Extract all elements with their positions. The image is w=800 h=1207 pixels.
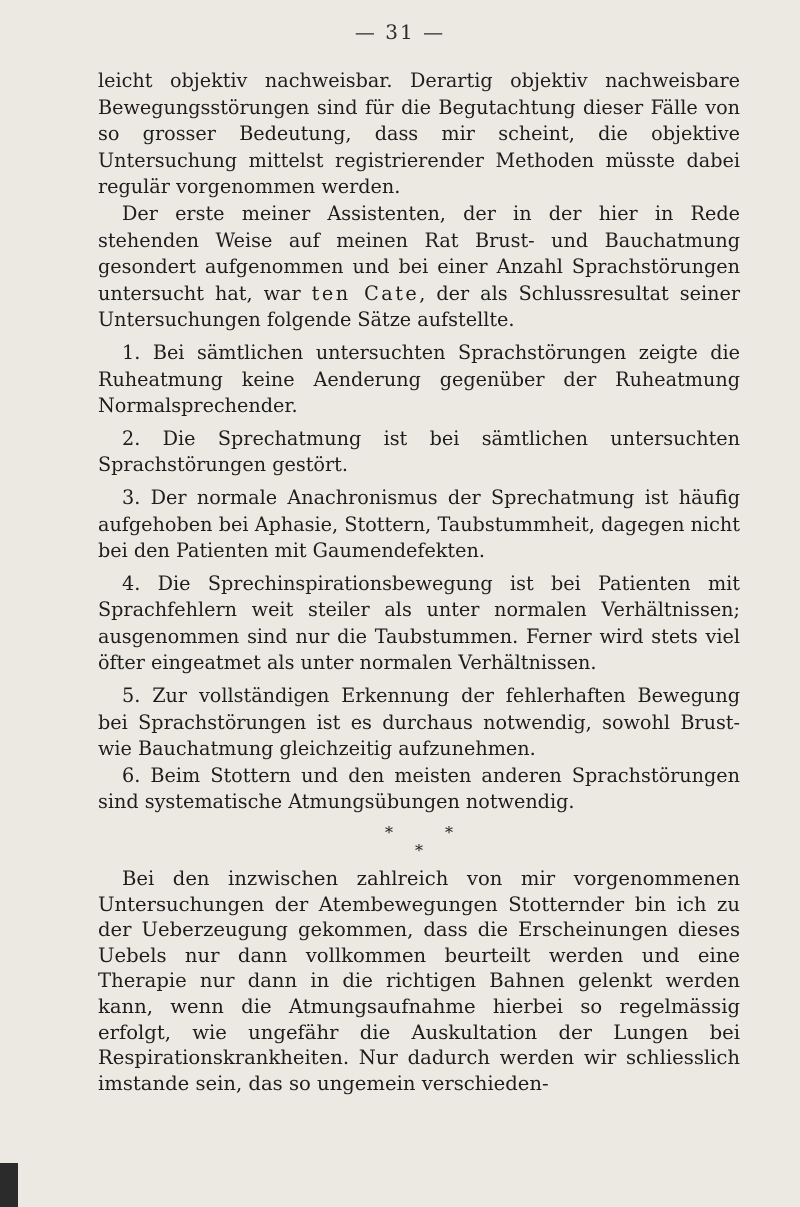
separator-star: * xyxy=(445,823,453,843)
thesis-item: 1. Bei sämtlichen untersuchten Sprachstörungen zeigte die Ruheatmung keine Aenderung gegenüber der Ruheatmung Normalsprechender. xyxy=(98,340,740,418)
page-number: — 31 — xyxy=(354,20,446,44)
paragraph-assistant-tail: , der als Schlussresultat seiner Untersuchungen folgende Sätze aufstellte. xyxy=(98,281,740,332)
thesis-item: 4. Die Sprechinspirationsbewegung ist bei Patienten mit Sprachfehlern weit steiler als unter normalen Verhältnissen; ausgenommen sind nur die Taubstummen. Ferner wird stets viel öfter eingeatmet als unter normalen Verhältnissen. xyxy=(98,571,740,675)
separator-star: * xyxy=(415,841,423,861)
section-separator xyxy=(98,824,740,860)
paragraph-closing: Bei den inzwischen zahlreich von mir vorgenommenen Untersuchungen der Atembewegungen Stotternder bin ich zu der Ueberzeugung gekommen, dass die Erscheinungen dieses Uebels nur dann vollkommen beurteilt werden und eine Therapie nur dann in die richtigen Bahnen gelenkt werden kann, wenn die Atmungsaufnahme hierbei so regelmässig erfolgt, wie ungefähr die Auskultation der Lungen bei Respirationskrankheiten. Nur dadurch werden wir schliesslich imstande sein, das so ungemein verschieden- xyxy=(98,867,740,1095)
paragraph-intro: leicht objektiv nachweisbar. Derartig objektiv nachweisbare Bewegungsstörungen sind für die Begutachtung dieser Fälle von so grosser Bedeutung, dass mir scheint, die objektive Untersuchung mittelst registrierender Methoden müsste dabei regulär vorgenommen werden. xyxy=(98,69,740,199)
paragraph-assistant xyxy=(98,201,740,334)
thesis-item: 5. Zur vollständigen Erkennung der fehlerhaften Bewegung bei Sprachstörungen ist es durchaus notwendig, sowohl Brust- wie Bauchatmung gleichzeitig aufzunehmen. xyxy=(98,684,740,761)
separator-star: * xyxy=(385,823,393,843)
body-text xyxy=(98,68,740,1096)
thesis-item: 2. Die Sprechatmung ist bei sämtlichen untersuchten Sprachstörungen gestört. xyxy=(98,426,740,477)
thesis-item: 6. Beim Stottern und den meisten anderen Sprachstörungen sind systematische Atmungsübungen notwendig. xyxy=(98,763,740,814)
page-edge-shadow xyxy=(0,1163,18,1207)
paragraph-assistant-text: Der erste meiner Assistenten, der in der hier in Rede stehenden Weise auf meinen Rat Brust- und Bauchatmung gesondert aufgenommen und bei einer Anzahl Sprachstörungen untersucht hat, war xyxy=(98,201,740,305)
author-name: ten Cate xyxy=(311,281,420,305)
thesis-item: 3. Der normale Anachronismus der Sprechatmung ist häufig aufgehoben bei Aphasie, Stottern, Taubstummheit, dagegen nicht bei den Patienten mit Gaumendefekten. xyxy=(98,485,740,563)
